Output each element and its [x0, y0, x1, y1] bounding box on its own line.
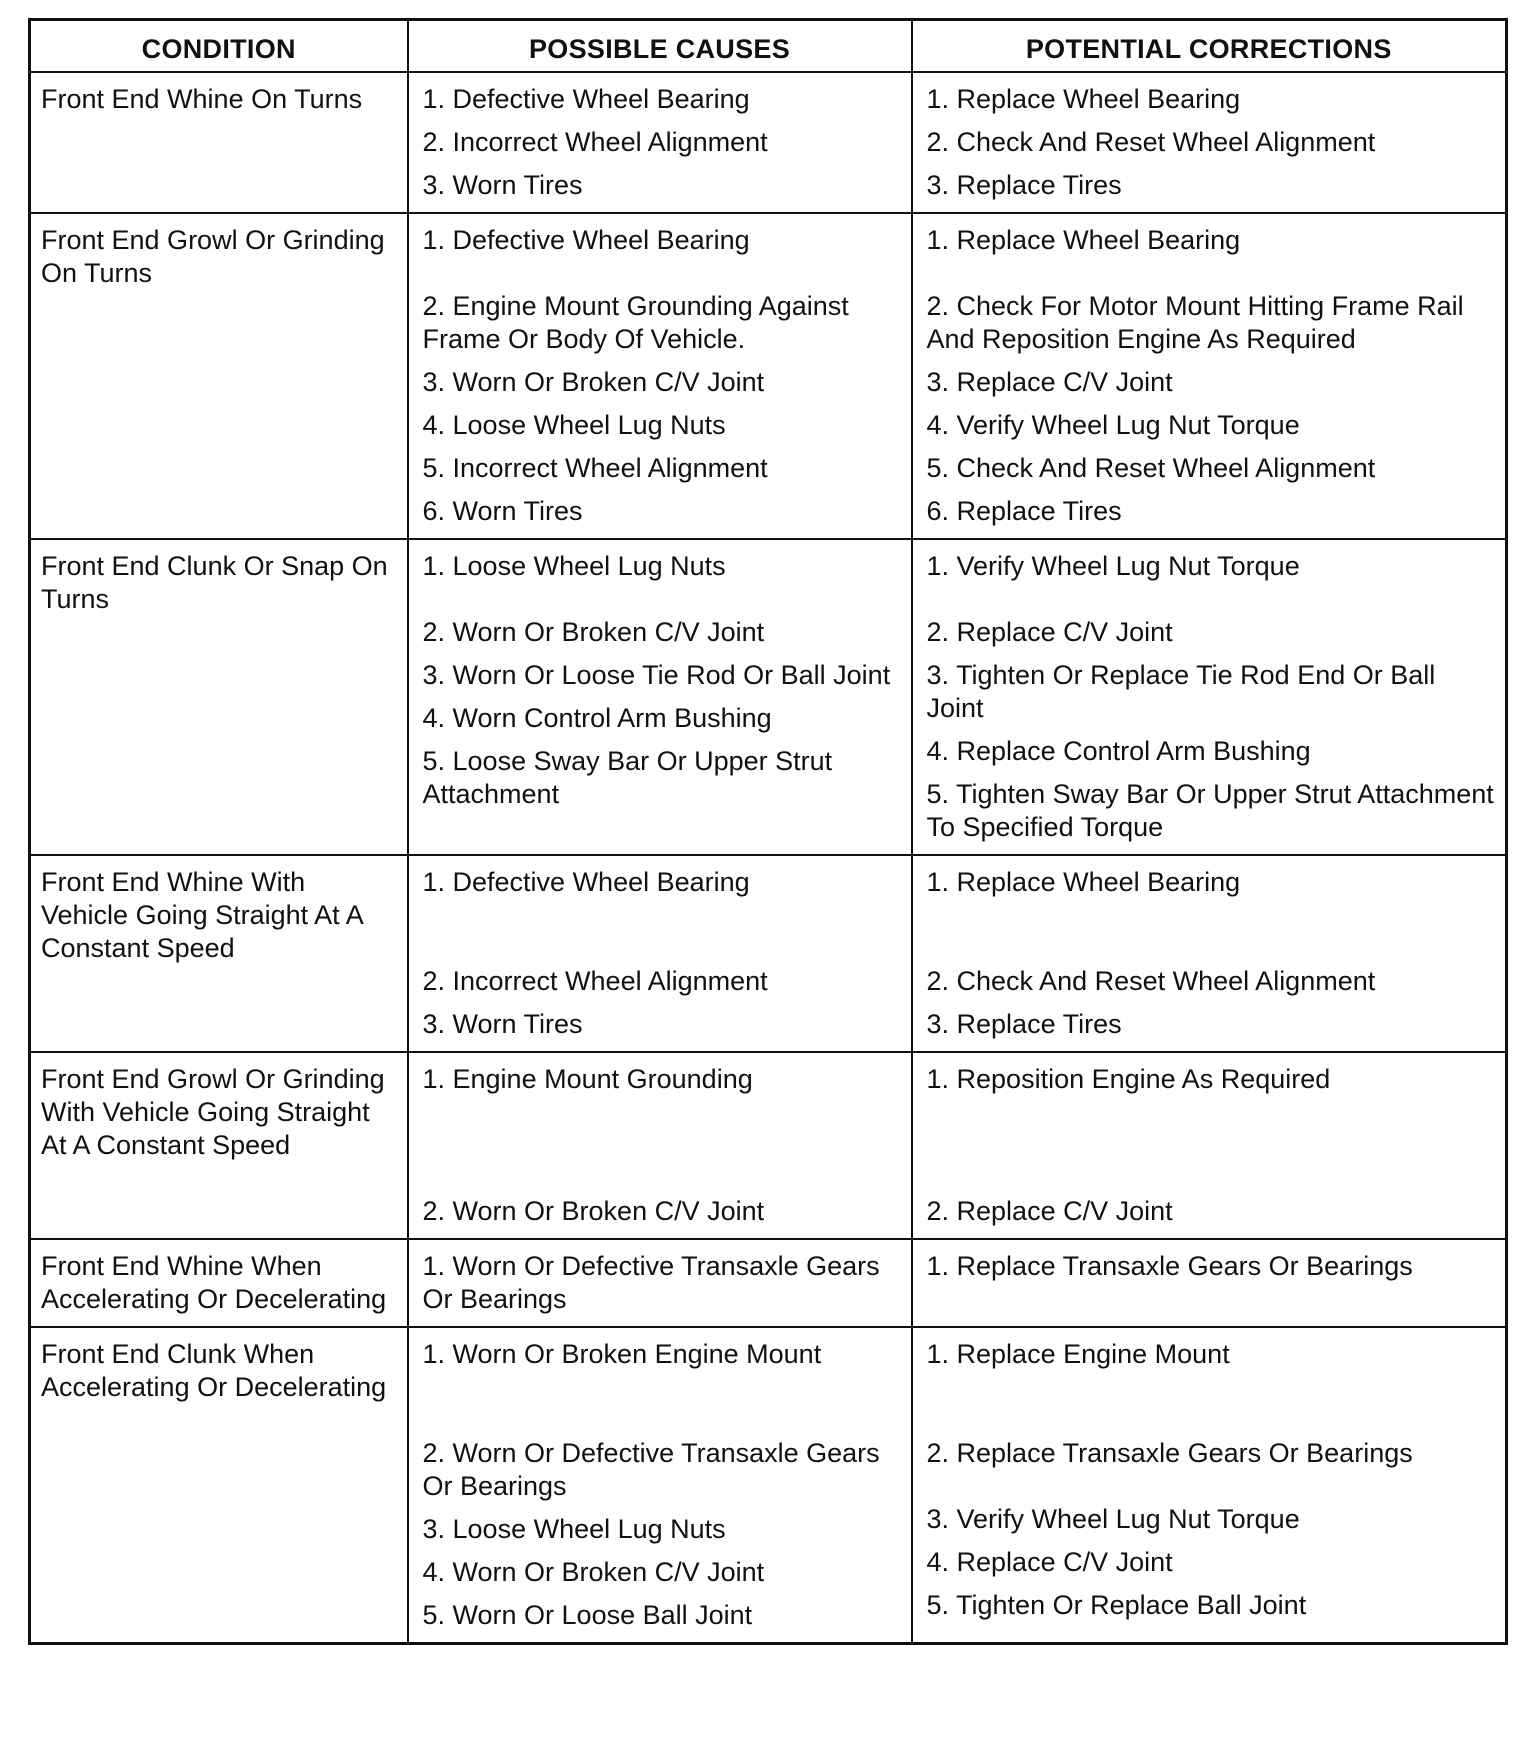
correction-item: 5. Tighten Or Replace Ball Joint: [926, 1590, 1307, 1620]
cause-item: 3. Worn Or Broken C/V Joint: [422, 367, 765, 397]
corrections-cell: [912, 213, 1507, 539]
corrections-cell: [912, 855, 1507, 1052]
cause-item: 2. Worn Or Defective Transaxle Gears Or Bearings: [422, 1438, 880, 1501]
correction-item: 2. Replace C/V Joint: [926, 1196, 1173, 1226]
header-possible-causes: POSSIBLE CAUSES: [408, 20, 912, 73]
correction-item: 5. Check And Reset Wheel Alignment: [926, 453, 1376, 483]
correction-item: 2. Replace C/V Joint: [926, 617, 1173, 647]
correction-item: 4. Replace Control Arm Bushing: [926, 736, 1311, 766]
cause-item: 2. Engine Mount Grounding Against Frame Or Body Of Vehicle.: [422, 291, 849, 354]
diagnosis-table-document: [28, 18, 1508, 1645]
corrections-cell: [912, 1052, 1507, 1239]
cause-item: 1. Engine Mount Grounding: [422, 1064, 753, 1094]
header-potential-corrections: POTENTIAL CORRECTIONS: [912, 20, 1507, 73]
causes-cell: [408, 1052, 912, 1239]
correction-item: 1. Replace Wheel Bearing: [926, 867, 1241, 897]
causes-cell: [408, 855, 912, 1052]
condition-text: Front End Whine When Accelerating Or Decelerating: [41, 1251, 387, 1314]
condition-cell: [30, 1239, 408, 1327]
diagnosis-table: [28, 18, 1508, 1645]
cause-item: 2. Worn Or Broken C/V Joint: [422, 1196, 765, 1226]
correction-item: 3. Replace Tires: [926, 170, 1122, 200]
correction-item: 2. Check For Motor Mount Hitting Frame Rail And Reposition Engine As Required: [926, 291, 1464, 354]
correction-item: 1. Replace Engine Mount: [926, 1339, 1230, 1369]
causes-cell: [408, 213, 912, 539]
table-row: [30, 539, 1507, 855]
condition-cell: [30, 1052, 408, 1239]
header-row: [30, 20, 1507, 73]
correction-item: 1. Replace Wheel Bearing: [926, 84, 1241, 114]
cause-item: 1. Defective Wheel Bearing: [422, 225, 750, 255]
condition-text: Front End Growl Or Grinding With Vehicle Going Straight At A Constant Speed: [41, 1064, 385, 1160]
cause-item: 3. Loose Wheel Lug Nuts: [422, 1514, 726, 1544]
cause-item: 1. Worn Or Defective Transaxle Gears Or Bearings: [422, 1251, 880, 1314]
cause-item: 2. Worn Or Broken C/V Joint: [422, 617, 765, 647]
cause-item: 2. Incorrect Wheel Alignment: [422, 966, 768, 996]
correction-item: 5. Tighten Sway Bar Or Upper Strut Attachment To Specified Torque: [926, 779, 1494, 842]
table-row: [30, 855, 1507, 1052]
condition-text: Front End Clunk Or Snap On Turns: [41, 551, 388, 614]
cause-item: 1. Loose Wheel Lug Nuts: [422, 551, 726, 581]
table-row: [30, 213, 1507, 539]
cause-item: 4. Worn Control Arm Bushing: [422, 703, 772, 733]
condition-cell: [30, 72, 408, 213]
table-row: [30, 1052, 1507, 1239]
condition-cell: [30, 539, 408, 855]
table-row: [30, 72, 1507, 213]
correction-item: 3. Verify Wheel Lug Nut Torque: [926, 1504, 1300, 1534]
correction-item: 3. Replace Tires: [926, 1009, 1122, 1039]
corrections-cell: [912, 1239, 1507, 1327]
corrections-cell: [912, 72, 1507, 213]
cause-item: 1. Worn Or Broken Engine Mount: [422, 1339, 822, 1369]
correction-item: 2. Replace Transaxle Gears Or Bearings: [926, 1438, 1413, 1468]
correction-item: 1. Replace Wheel Bearing: [926, 225, 1241, 255]
causes-cell: [408, 1239, 912, 1327]
correction-item: 1. Verify Wheel Lug Nut Torque: [926, 551, 1300, 581]
causes-cell: [408, 72, 912, 213]
table-row: [30, 1239, 1507, 1327]
condition-text: Front End Clunk When Accelerating Or Decelerating: [41, 1339, 387, 1402]
condition-text: Front End Whine With Vehicle Going Straight At A Constant Speed: [41, 867, 363, 963]
correction-item: 2. Check And Reset Wheel Alignment: [926, 966, 1376, 996]
correction-item: 4. Verify Wheel Lug Nut Torque: [926, 410, 1300, 440]
correction-item: 4. Replace C/V Joint: [926, 1547, 1173, 1577]
correction-item: 3. Tighten Or Replace Tie Rod End Or Ball Joint: [926, 660, 1436, 723]
condition-cell: [30, 1327, 408, 1644]
correction-item: 2. Check And Reset Wheel Alignment: [926, 127, 1376, 157]
table-row: [30, 1327, 1507, 1644]
cause-item: 2. Incorrect Wheel Alignment: [422, 127, 768, 157]
header-condition: CONDITION: [30, 20, 408, 73]
cause-item: 5. Worn Or Loose Ball Joint: [422, 1600, 753, 1630]
corrections-cell: [912, 539, 1507, 855]
condition-text: Front End Growl Or Grinding On Turns: [41, 225, 385, 288]
causes-cell: [408, 1327, 912, 1644]
condition-cell: [30, 855, 408, 1052]
cause-item: 4. Loose Wheel Lug Nuts: [422, 410, 726, 440]
cause-item: 5. Incorrect Wheel Alignment: [422, 453, 768, 483]
condition-text: Front End Whine On Turns: [41, 84, 363, 114]
cause-item: 3. Worn Tires: [422, 170, 583, 200]
correction-item: 1. Reposition Engine As Required: [926, 1064, 1331, 1094]
cause-item: 1. Defective Wheel Bearing: [422, 867, 750, 897]
cause-item: 5. Loose Sway Bar Or Upper Strut Attachment: [422, 746, 833, 809]
correction-item: 3. Replace C/V Joint: [926, 367, 1173, 397]
correction-item: 1. Replace Transaxle Gears Or Bearings: [926, 1251, 1413, 1281]
cause-item: 1. Defective Wheel Bearing: [422, 84, 750, 114]
cause-item: 6. Worn Tires: [422, 496, 583, 526]
causes-cell: [408, 539, 912, 855]
correction-item: 6. Replace Tires: [926, 496, 1122, 526]
cause-item: 4. Worn Or Broken C/V Joint: [422, 1557, 765, 1587]
corrections-cell: [912, 1327, 1507, 1644]
cause-item: 3. Worn Tires: [422, 1009, 583, 1039]
cause-item: 3. Worn Or Loose Tie Rod Or Ball Joint: [422, 660, 891, 690]
condition-cell: [30, 213, 408, 539]
